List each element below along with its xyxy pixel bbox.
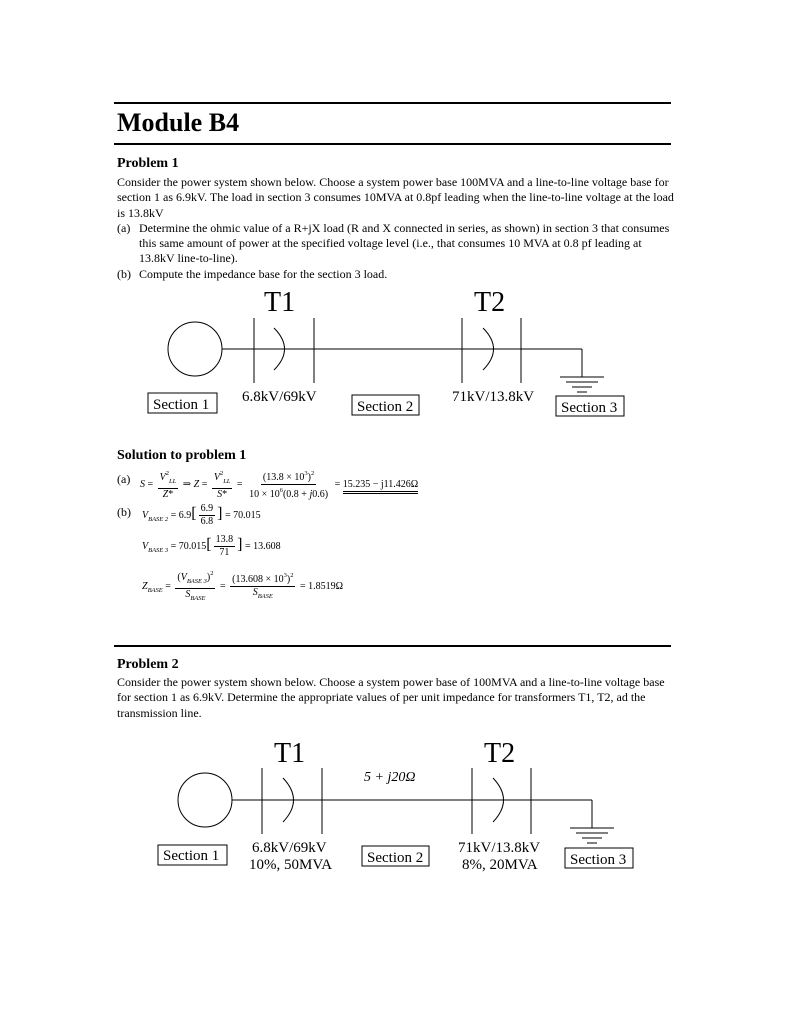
- solution-b-marker: (b): [117, 505, 131, 519]
- page-title: Module B4: [117, 108, 240, 137]
- item-b-text: Compute the impedance base for the section 3 load.: [139, 266, 388, 281]
- one-line-diagram-1: [0, 280, 791, 425]
- section1-label: Section 1: [153, 397, 210, 413]
- solution-a-equation: S = $\frac{V^2_{LL}}{Z*}$ ⇒ Z = $\frac{V^2_{LL}}{S*}$ = $\frac{(13.8 \times 10^3)^2}{10 \times 10^6(0.8 + j0.6)}$ = 15.235 − j11.426Ω: [140, 470, 419, 500]
- problem1-item-a: [117, 221, 677, 267]
- vbase2-ratio-num: 6.9: [200, 503, 214, 514]
- vbase2-equation: $V_{BASE 2} = 6.9$[ $\frac{6.9}{6.8}$ ] = 70.015: [142, 503, 261, 527]
- generator-symbol: [178, 773, 232, 827]
- t2-label: T2: [484, 738, 516, 769]
- problem1-text: [117, 175, 677, 282]
- ground-icon: [570, 800, 614, 843]
- generator-symbol: [168, 322, 222, 376]
- section3-label: Section 3: [561, 400, 618, 416]
- t1-rating: 6.8kV/69kV: [242, 389, 317, 405]
- problem2-heading: Problem 2: [117, 657, 179, 672]
- one-line-diagram-2: [0, 730, 791, 880]
- vbase3-lead: 70.015: [178, 540, 207, 552]
- t1-rating: 6.8kV/69kV: [252, 840, 327, 856]
- section1-label: Section 1: [163, 848, 220, 864]
- zbase-result: 1.8519Ω: [308, 580, 344, 592]
- section2-label: Section 2: [357, 399, 414, 415]
- t2-label: T2: [474, 287, 506, 318]
- vbase3-result: 13.608: [253, 540, 281, 552]
- section3-label: Section 3: [570, 852, 627, 868]
- item-b-marker: (b): [117, 266, 131, 281]
- item-a-text: Determine the ohmic value of a R+jX load (R and X connected in series, as shown) in section 3 that consumes this same amount of power at the specified voltage level (i.e., that consumes 10 MVA at 0.8 pf leading at 13.8kV line-to-line).: [139, 220, 670, 266]
- section-divider: [114, 645, 671, 647]
- t2-rating: 71kV/13.8kV: [458, 840, 541, 856]
- t2-rating-percent: 8%, 20MVA: [462, 857, 538, 873]
- item-a-marker: (a): [117, 220, 131, 235]
- problem2-intro: Consider the power system shown below. Choose a system power base of 100MVA and a line-to-line voltage base for section 1 as 6.9kV. Determine the appropriate values of per unit impedance for transformers T1, T2, ad the transmission line.: [117, 675, 665, 720]
- problem1-intro: Consider the power system shown below. Choose a system power base 100MVA and a line-to-line voltage base for section 1 as 6.9kV. The load in section 3 consumes 10MVA at 0.8pf leading when the line-to-line voltage at the load is 13.8kV: [117, 175, 674, 220]
- problem1-heading: Problem 1: [117, 156, 179, 171]
- ground-icon: [560, 349, 604, 392]
- solution1-heading: Solution to problem 1: [117, 448, 247, 463]
- impedance-result: 15.235 − j11.426Ω: [343, 479, 418, 494]
- top-rule: [114, 102, 671, 104]
- vbase2-result: 70.015: [233, 509, 261, 521]
- t1-label: T1: [274, 738, 306, 769]
- zbase-equation: $Z_{BASE}$ = $\frac{(V_{BASE 3})^2}{S_{BASE}}$ = $\frac{(13.608 \times 10^3)^2}{S_{BASE}}$ = 1.8519Ω: [142, 570, 344, 602]
- solution-a-marker: (a): [117, 472, 131, 486]
- vbase2-lead: 6.9: [178, 509, 192, 521]
- section2-label: Section 2: [367, 850, 424, 866]
- problem2-text: [117, 675, 677, 721]
- t1-rating-percent: 10%, 50MVA: [249, 857, 333, 873]
- vbase3-ratio-num: 13.8: [215, 534, 234, 545]
- line-impedance-label: 5 + j20Ω: [364, 770, 416, 785]
- vbase3-ratio-den: 71: [219, 547, 230, 558]
- vbase2-ratio-den: 6.8: [200, 516, 214, 527]
- title-underline: [114, 143, 671, 145]
- vbase3-equation: $V_{BASE 3} = 70.015$[ $\frac{13.8}{71}$ ] = 13.608: [142, 534, 281, 558]
- t2-rating: 71kV/13.8kV: [452, 389, 535, 405]
- t1-label: T1: [264, 287, 296, 318]
